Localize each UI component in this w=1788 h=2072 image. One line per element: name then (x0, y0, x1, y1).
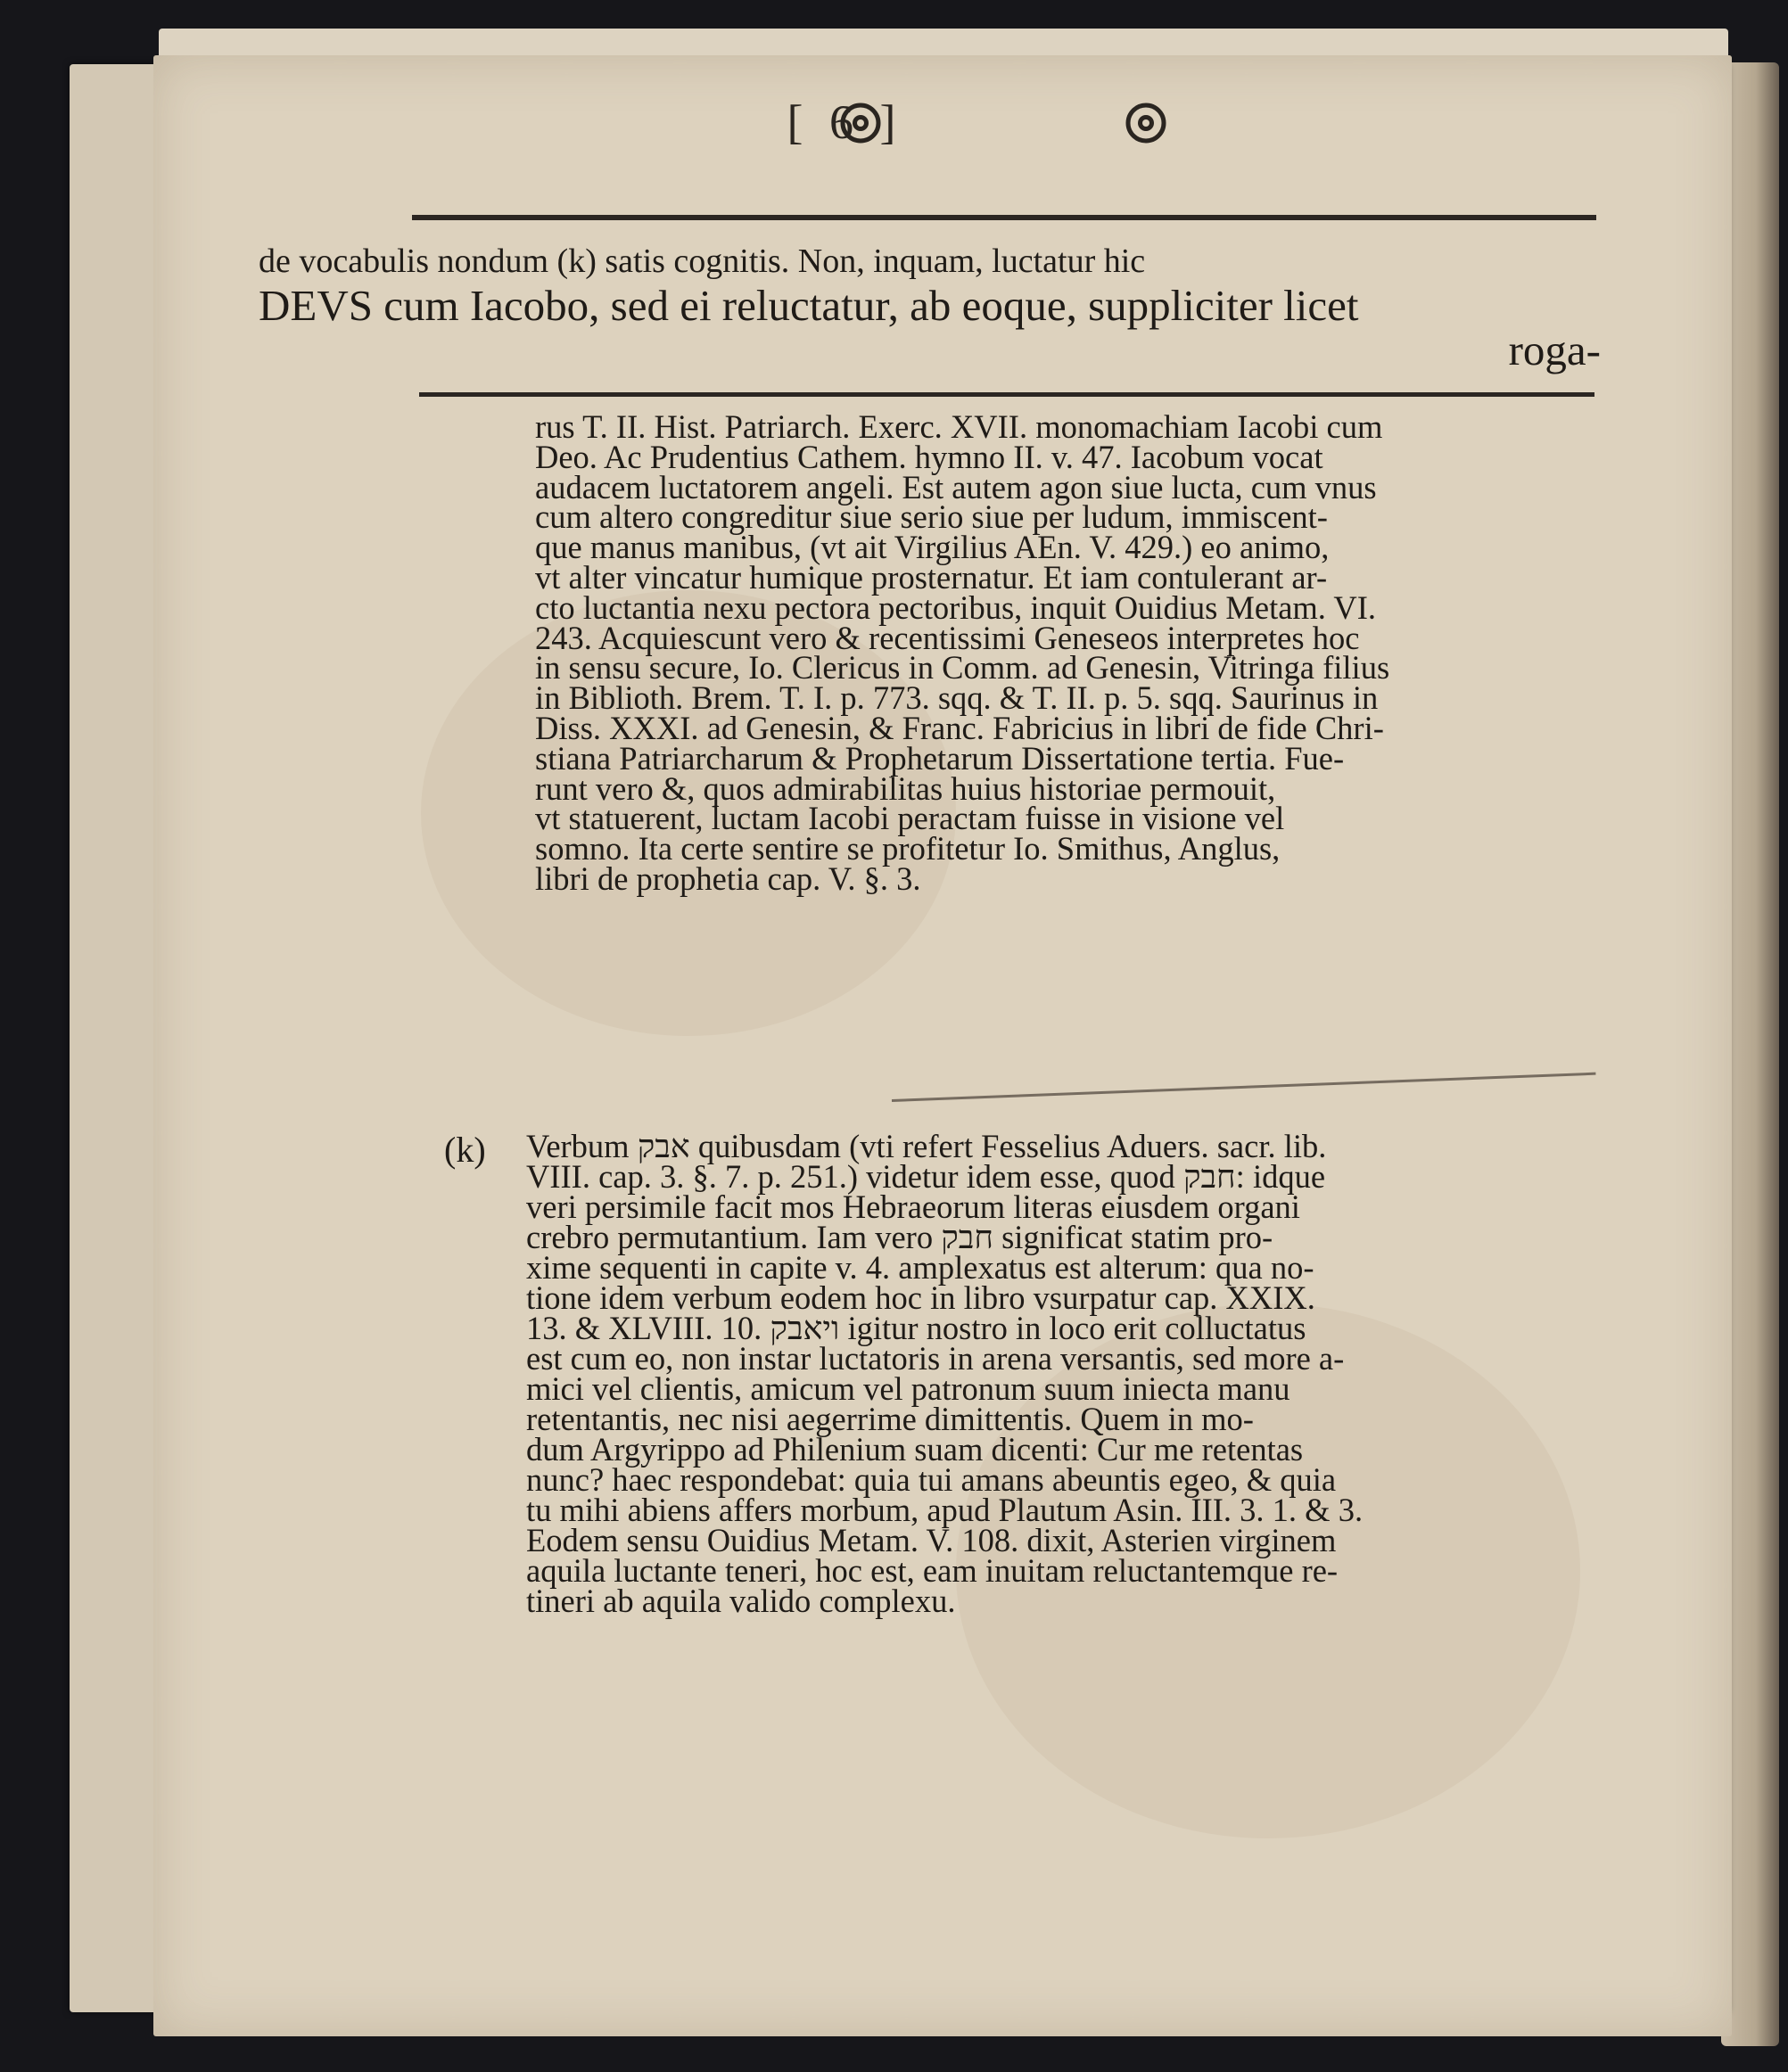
note-line: que manus manibus, (vt ait Virgilius AEn. V. 429.) eo animo, (535, 529, 1330, 566)
main-text (259, 239, 1601, 373)
note-line: tu mihi abiens affers morbum, apud Plautum Asin. III. 3. 1. & 3. (526, 1492, 1364, 1528)
note-line: xime sequenti in capite v. 4. amplexatus est alterum: qua no- (526, 1249, 1314, 1286)
note-line: vt statuerent, luctam Iacobi peractam fuisse in visione vel (535, 800, 1285, 837)
note-line: dum Argyrippo ad Philenium suam dicenti: Cur me retentas (526, 1431, 1304, 1468)
note-line: Deo. Ac Prudentius Cathem. hymno II. v. 47. Iacobum vocat (535, 438, 1323, 475)
note-line: Verbum אבק quibusdam (vti refert Fesselius Aduers. sacr. lib. (526, 1128, 1327, 1164)
note-line: tineri ab aquila valido complexu. (526, 1583, 956, 1619)
footnote-label: (k) (444, 1130, 486, 1170)
note-line: cto luctantia nexu pectora pectoribus, inquit Ouidius Metam. VI. (535, 588, 1377, 626)
note-line: rus T. II. Hist. Patriarch. Exerc. XVII. monomachiam Iacobi cum (535, 408, 1383, 445)
note-line: in Biblioth. Brem. T. I. p. 773. sqq. & T. II. p. 5. sqq. Saurinus in (535, 679, 1379, 717)
note-line: Diss. XXXI. ad Genesin, & Franc. Fabricius in libri de fide Chri- (535, 709, 1384, 746)
note-line: libri de prophetia cap. V. §. 3. (535, 859, 921, 897)
note-line: nunc? haec respondebat: quia tui amans abeuntis egeo, & quia (526, 1461, 1337, 1498)
note-line: veri persimile facit mos Hebraeorum literas eiusdem organi (526, 1188, 1300, 1225)
main-text-line: DEVS cum Iacobo, sed ei reluctatur, ab eoque, suppliciter licet (259, 281, 1359, 330)
note-line: 13. & XLVIII. 10. ויאבק igitur nostro in loco erit colluctatus (526, 1310, 1306, 1346)
page-number: [ 6 ] (787, 95, 903, 149)
main-text-line: roga- (1508, 325, 1601, 374)
note-line: in sensu secure, Io. Clericus in Comm. ad Genesin, Vitringa filius (535, 649, 1390, 687)
note-line: stiana Patriarcharum & Prophetarum Dissertatione tertia. Fue- (535, 739, 1345, 777)
note-line: est cum eo, non instar luctatoris in arena versantis, sed more a- (526, 1340, 1345, 1377)
note-line: crebro permutantium. Iam vero חבק significat statim pro- (526, 1219, 1273, 1255)
note-line: cum altero congreditur siue serio siue per ludum, immiscent- (535, 498, 1328, 536)
footnote-k (526, 1128, 1596, 1619)
header-rule (412, 215, 1596, 220)
note-line: retentantis, nec nisi aegerrime dimittentis. Quem in mo- (526, 1401, 1254, 1437)
note-line: audacem luctatorem angeli. Est autem agon siue lucta, cum vnus (535, 468, 1377, 506)
note-line: somno. Ita certe sentire se profitetur Io. Smithus, Anglus, (535, 830, 1281, 867)
ornament-icon (1124, 101, 1168, 145)
note-line: runt vero &, quos admirabilitas huius historiae permouit, (535, 769, 1276, 807)
footnote-rule (419, 392, 1594, 397)
footnote-continued (535, 408, 1596, 897)
main-text-line: de vocabulis nondum (k) satis cognitis. Non, inquam, luctatur hic (259, 243, 1146, 280)
note-line: 243. Acquiescunt vero & recentissimi Geneseos interpretes hoc (535, 619, 1360, 656)
note-line: vt alter vincatur humique prosternatur. Et iam contulerant ar- (535, 558, 1328, 596)
note-line: tione idem verbum eodem hoc in libro vsurpatur cap. XXIX. (526, 1279, 1315, 1316)
note-line: mici vel clientis, amicum vel patronum suum iniecta manu (526, 1370, 1290, 1407)
note-line: VIII. cap. 3. §. 7. p. 251.) videtur idem esse, quod חבק: idque (526, 1158, 1326, 1195)
note-line: Eodem sensu Ouidius Metam. V. 108. dixit, Asterien virginem (526, 1522, 1337, 1558)
note-line: aquila luctante teneri, hoc est, eam inuitam reluctantemque re- (526, 1552, 1339, 1589)
